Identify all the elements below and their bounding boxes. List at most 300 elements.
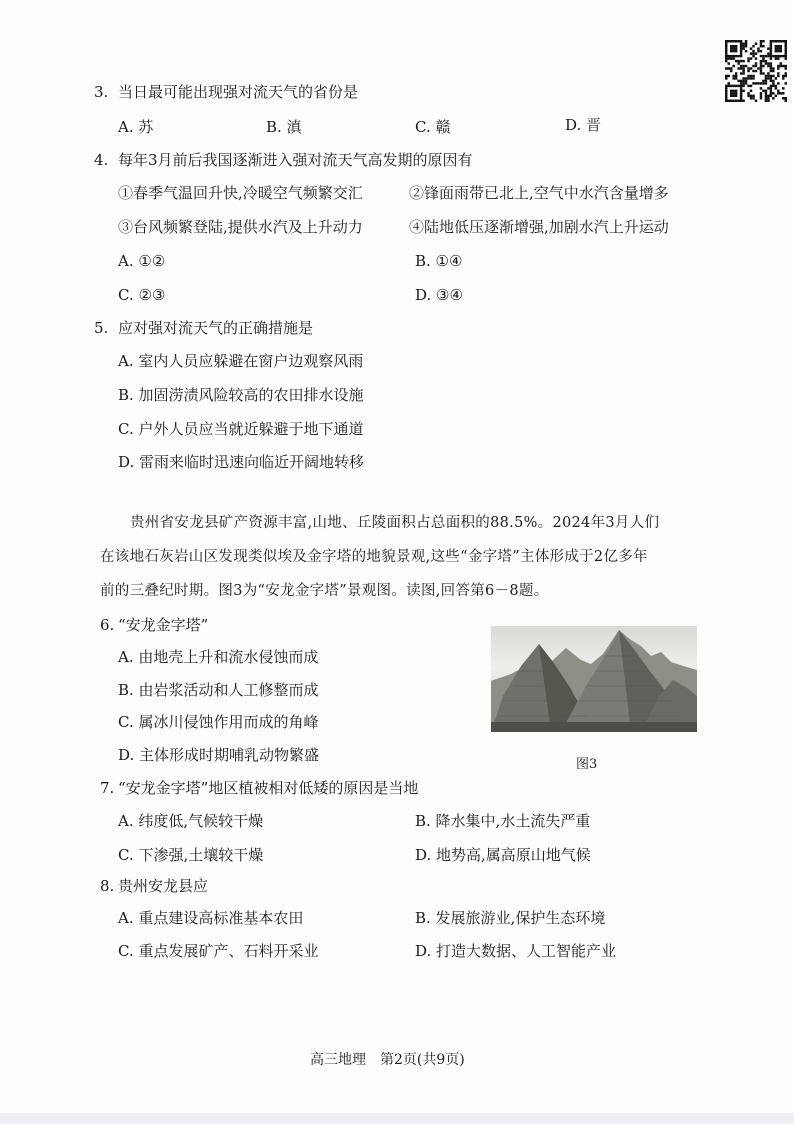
qr-module bbox=[730, 70, 732, 72]
qr-module bbox=[740, 47, 742, 49]
qr-module bbox=[727, 57, 729, 59]
qr-module bbox=[782, 77, 784, 79]
qr-module bbox=[772, 55, 774, 57]
qr-module bbox=[735, 85, 737, 87]
q7-option-b: B. 降水集中,水土流失严重 bbox=[415, 812, 591, 830]
qr-module bbox=[777, 40, 779, 42]
q5-number: 5. bbox=[94, 319, 109, 337]
q5-option-a: A. 室内人员应躲避在窗户边观察风雨 bbox=[118, 352, 364, 370]
qr-module bbox=[740, 80, 742, 82]
q6-number: 6. bbox=[100, 616, 115, 634]
qr-module bbox=[737, 100, 739, 102]
qr-module bbox=[732, 85, 734, 87]
qr-module bbox=[740, 50, 742, 52]
qr-module bbox=[775, 57, 777, 59]
pyramid-landscape-photo bbox=[491, 626, 697, 732]
qr-module bbox=[745, 40, 747, 42]
qr-module bbox=[780, 47, 782, 49]
qr-module bbox=[725, 75, 727, 77]
qr-module bbox=[770, 67, 772, 69]
qr-module bbox=[755, 57, 757, 59]
qr-module bbox=[752, 55, 754, 57]
qr-module bbox=[775, 45, 777, 47]
qr-module bbox=[732, 65, 734, 67]
qr-module bbox=[730, 100, 732, 102]
qr-module bbox=[735, 50, 737, 52]
qr-module bbox=[742, 100, 744, 102]
qr-module bbox=[740, 97, 742, 99]
qr-module bbox=[740, 45, 742, 47]
qr-module bbox=[755, 82, 757, 84]
qr-module bbox=[762, 55, 764, 57]
qr-module bbox=[785, 65, 787, 67]
qr-module bbox=[770, 50, 772, 52]
qr-module bbox=[725, 77, 727, 79]
qr-module bbox=[735, 55, 737, 57]
qr-module bbox=[770, 92, 772, 94]
qr-module bbox=[782, 92, 784, 94]
qr-module bbox=[777, 50, 779, 52]
qr-module bbox=[742, 60, 744, 62]
qr-module bbox=[770, 47, 772, 49]
qr-module bbox=[752, 52, 754, 54]
q4-option-b: B. ①④ bbox=[415, 252, 463, 270]
qr-module bbox=[742, 45, 744, 47]
qr-module bbox=[762, 80, 764, 82]
qr-module bbox=[785, 75, 787, 77]
qr-module bbox=[742, 72, 744, 74]
qr-module bbox=[725, 50, 727, 52]
qr-module bbox=[775, 55, 777, 57]
qr-module bbox=[730, 47, 732, 49]
qr-module bbox=[780, 55, 782, 57]
qr-module bbox=[785, 50, 787, 52]
qr-module bbox=[767, 72, 769, 74]
qr-module bbox=[760, 95, 762, 97]
qr-module bbox=[765, 55, 767, 57]
qr-module bbox=[735, 95, 737, 97]
qr-module bbox=[727, 75, 729, 77]
qr-module bbox=[750, 47, 752, 49]
qr-module bbox=[727, 55, 729, 57]
passage-line-1: 贵州省安龙县矿产资源丰富,山地、丘陵面积占总面积的88.5%。2024年3月人们 bbox=[130, 515, 660, 531]
qr-module bbox=[765, 75, 767, 77]
qr-module bbox=[730, 50, 732, 52]
q6-stem: “安龙金字塔” bbox=[118, 616, 209, 634]
qr-module bbox=[785, 67, 787, 69]
q4-statement-1: ①春季气温回升快,冷暖空气频繁交汇 bbox=[118, 184, 363, 202]
qr-module bbox=[745, 77, 747, 79]
qr-module bbox=[770, 90, 772, 92]
qr-module bbox=[770, 80, 772, 82]
qr-module bbox=[777, 67, 779, 69]
q4-option-a: A. ①② bbox=[118, 252, 166, 270]
qr-module bbox=[732, 57, 734, 59]
qr-module bbox=[725, 100, 727, 102]
qr-module bbox=[782, 97, 784, 99]
qr-module bbox=[735, 77, 737, 79]
qr-module bbox=[742, 67, 744, 69]
qr-module bbox=[765, 92, 767, 94]
qr-module bbox=[737, 85, 739, 87]
qr-module bbox=[767, 95, 769, 97]
q7-number: 7. bbox=[100, 779, 115, 797]
qr-module bbox=[777, 82, 779, 84]
qr-module bbox=[757, 82, 759, 84]
qr-module bbox=[725, 55, 727, 57]
qr-module bbox=[765, 77, 767, 79]
qr-module bbox=[785, 40, 787, 42]
qr-module bbox=[740, 92, 742, 94]
qr-module bbox=[745, 50, 747, 52]
qr-module bbox=[755, 100, 757, 102]
qr-module bbox=[772, 75, 774, 77]
qr-module bbox=[740, 55, 742, 57]
qr-module bbox=[770, 77, 772, 79]
qr-module bbox=[742, 65, 744, 67]
qr-module bbox=[752, 65, 754, 67]
qr-module bbox=[772, 80, 774, 82]
qr-module bbox=[780, 92, 782, 94]
qr-module bbox=[725, 92, 727, 94]
qr-module bbox=[742, 70, 744, 72]
qr-module bbox=[742, 82, 744, 84]
qr-module bbox=[780, 65, 782, 67]
qr-module bbox=[730, 40, 732, 42]
qr-module bbox=[750, 52, 752, 54]
qr-module bbox=[747, 60, 749, 62]
qr-module bbox=[767, 62, 769, 64]
qr-module bbox=[760, 97, 762, 99]
q7-option-a: A. 纬度低,气候较干燥 bbox=[118, 812, 264, 830]
qr-module bbox=[740, 100, 742, 102]
qr-module bbox=[770, 55, 772, 57]
qr-module bbox=[782, 75, 784, 77]
qr-module bbox=[765, 100, 767, 102]
qr-module bbox=[752, 77, 754, 79]
qr-module bbox=[772, 85, 774, 87]
qr-module bbox=[782, 65, 784, 67]
qr-module bbox=[750, 67, 752, 69]
qr-module bbox=[767, 65, 769, 67]
qr-module bbox=[772, 70, 774, 72]
qr-module bbox=[735, 40, 737, 42]
qr-module bbox=[727, 100, 729, 102]
qr-module bbox=[785, 55, 787, 57]
qr-module bbox=[752, 70, 754, 72]
qr-module bbox=[745, 65, 747, 67]
qr-module bbox=[737, 60, 739, 62]
qr-module bbox=[750, 95, 752, 97]
qr-module bbox=[760, 45, 762, 47]
qr-module bbox=[745, 82, 747, 84]
qr-module bbox=[730, 95, 732, 97]
qr-module bbox=[757, 67, 759, 69]
qr-module bbox=[775, 85, 777, 87]
qr-module bbox=[740, 52, 742, 54]
q4-number: 4. bbox=[94, 151, 109, 169]
qr-module bbox=[735, 92, 737, 94]
qr-module bbox=[737, 67, 739, 69]
q8-number: 8. bbox=[100, 877, 115, 895]
qr-module bbox=[785, 47, 787, 49]
qr-module bbox=[737, 62, 739, 64]
qr-module bbox=[777, 55, 779, 57]
q7-option-c: C. 下渗强,土壤较干燥 bbox=[118, 846, 264, 864]
qr-module bbox=[780, 45, 782, 47]
qr-module bbox=[772, 40, 774, 42]
qr-module bbox=[730, 67, 732, 69]
qr-module bbox=[762, 72, 764, 74]
qr-module bbox=[780, 40, 782, 42]
q3-option-d: D. 晋 bbox=[565, 116, 602, 134]
qr-module bbox=[767, 100, 769, 102]
q6-option-d: D. 主体形成时期哺乳动物繁盛 bbox=[118, 746, 320, 764]
qr-module bbox=[767, 75, 769, 77]
qr-module bbox=[762, 90, 764, 92]
qr-module bbox=[780, 62, 782, 64]
qr-module bbox=[765, 90, 767, 92]
qr-module bbox=[772, 67, 774, 69]
qr-module bbox=[780, 50, 782, 52]
qr-module bbox=[732, 100, 734, 102]
qr-module bbox=[727, 40, 729, 42]
qr-module bbox=[767, 97, 769, 99]
qr-module bbox=[745, 45, 747, 47]
qr-module bbox=[727, 82, 729, 84]
qr-module bbox=[747, 92, 749, 94]
qr-module bbox=[775, 95, 777, 97]
qr-module bbox=[725, 67, 727, 69]
qr-module bbox=[770, 40, 772, 42]
qr-module bbox=[767, 47, 769, 49]
qr-module bbox=[747, 57, 749, 59]
qr-module bbox=[770, 52, 772, 54]
qr-module bbox=[765, 62, 767, 64]
qr-module bbox=[730, 45, 732, 47]
qr-module bbox=[750, 85, 752, 87]
qr-module bbox=[760, 67, 762, 69]
qr-module bbox=[745, 80, 747, 82]
qr-module bbox=[762, 40, 764, 42]
qr-module bbox=[732, 40, 734, 42]
qr-module bbox=[767, 77, 769, 79]
qr-module bbox=[760, 60, 762, 62]
qr-module bbox=[735, 45, 737, 47]
page-footer: 高三地理 第2页(共9页) bbox=[310, 1052, 465, 1068]
qr-module bbox=[725, 45, 727, 47]
qr-module bbox=[747, 75, 749, 77]
qr-module bbox=[770, 45, 772, 47]
qr-module bbox=[775, 77, 777, 79]
qr-module bbox=[752, 50, 754, 52]
q6-option-b: B. 由岩浆活动和人工修整而成 bbox=[118, 681, 319, 699]
qr-module bbox=[785, 100, 787, 102]
qr-module bbox=[782, 55, 784, 57]
q5-option-d: D. 雷雨来临时迅速向临近开阔地转移 bbox=[118, 453, 365, 471]
qr-module bbox=[755, 52, 757, 54]
qr-module bbox=[765, 60, 767, 62]
qr-module bbox=[777, 92, 779, 94]
qr-module bbox=[752, 82, 754, 84]
qr-module bbox=[732, 90, 734, 92]
qr-module bbox=[762, 65, 764, 67]
qr-module bbox=[725, 85, 727, 87]
qr-module bbox=[765, 82, 767, 84]
qr-module bbox=[750, 97, 752, 99]
qr-module bbox=[732, 47, 734, 49]
qr-module bbox=[760, 87, 762, 89]
qr-module bbox=[772, 97, 774, 99]
qr-module bbox=[760, 62, 762, 64]
qr-module bbox=[742, 85, 744, 87]
qr-module bbox=[765, 97, 767, 99]
qr-module bbox=[730, 92, 732, 94]
qr-module bbox=[777, 65, 779, 67]
qr-module bbox=[782, 87, 784, 89]
qr-module bbox=[740, 82, 742, 84]
qr-module bbox=[760, 55, 762, 57]
qr-module bbox=[732, 92, 734, 94]
qr-module bbox=[762, 60, 764, 62]
qr-module bbox=[740, 42, 742, 44]
qr-module bbox=[770, 95, 772, 97]
qr-module bbox=[762, 57, 764, 59]
qr-module bbox=[752, 95, 754, 97]
qr-module bbox=[740, 90, 742, 92]
q3-option-a: A. 苏 bbox=[118, 118, 154, 136]
qr-module bbox=[740, 40, 742, 42]
qr-module bbox=[735, 90, 737, 92]
qr-module bbox=[740, 87, 742, 89]
q4-stem: 每年3月前后我国逐渐进入强对流天气高发期的原因有 bbox=[118, 151, 473, 169]
qr-module bbox=[750, 90, 752, 92]
qr-module bbox=[760, 65, 762, 67]
q3-option-b: B. 滇 bbox=[266, 118, 302, 136]
qr-module bbox=[745, 42, 747, 44]
qr-module bbox=[725, 60, 727, 62]
qr-module bbox=[725, 42, 727, 44]
qr-module bbox=[747, 70, 749, 72]
qr-module bbox=[760, 70, 762, 72]
qr-module bbox=[785, 57, 787, 59]
q7-option-d: D. 地势高,属高原山地气候 bbox=[415, 846, 591, 864]
q8-option-b: B. 发展旅游业,保护生态环境 bbox=[415, 909, 606, 927]
qr-module bbox=[770, 87, 772, 89]
qr-module bbox=[742, 42, 744, 44]
qr-module bbox=[735, 47, 737, 49]
qr-module bbox=[785, 72, 787, 74]
qr-module bbox=[725, 97, 727, 99]
qr-module bbox=[760, 42, 762, 44]
q6-option-c: C. 属冰川侵蚀作用而成的角峰 bbox=[118, 713, 319, 731]
qr-module bbox=[730, 90, 732, 92]
qr-module bbox=[727, 85, 729, 87]
bottom-strip bbox=[0, 1113, 794, 1124]
qr-module bbox=[732, 50, 734, 52]
qr-module bbox=[767, 55, 769, 57]
qr-module bbox=[725, 47, 727, 49]
qr-module bbox=[765, 80, 767, 82]
qr-module bbox=[747, 85, 749, 87]
qr-module bbox=[740, 67, 742, 69]
q3-option-c: C. 赣 bbox=[415, 118, 451, 136]
qr-module bbox=[732, 95, 734, 97]
qr-module bbox=[732, 55, 734, 57]
q8-stem: 贵州安龙县应 bbox=[118, 877, 209, 895]
qr-module bbox=[725, 40, 727, 42]
qr-module bbox=[747, 95, 749, 97]
qr-module bbox=[732, 45, 734, 47]
q4-statement-4: ④陆地低压逐渐增强,加剧水汽上升运动 bbox=[409, 218, 669, 236]
qr-module bbox=[747, 67, 749, 69]
qr-module bbox=[730, 85, 732, 87]
qr-module bbox=[767, 52, 769, 54]
qr-module bbox=[740, 60, 742, 62]
qr-module bbox=[767, 87, 769, 89]
qr-module bbox=[735, 100, 737, 102]
qr-module bbox=[750, 57, 752, 59]
qr-module bbox=[725, 95, 727, 97]
qr-module bbox=[777, 72, 779, 74]
qr-module bbox=[735, 60, 737, 62]
qr-module bbox=[742, 77, 744, 79]
q5-option-c: C. 户外人员应当就近躲避于地下通道 bbox=[118, 420, 364, 438]
qr-module bbox=[785, 45, 787, 47]
qr-module bbox=[750, 77, 752, 79]
qr-module bbox=[747, 77, 749, 79]
q8-option-a: A. 重点建设高标准基本农田 bbox=[118, 909, 304, 927]
qr-module bbox=[735, 72, 737, 74]
qr-module bbox=[737, 55, 739, 57]
qr-module bbox=[755, 62, 757, 64]
qr-module bbox=[752, 97, 754, 99]
qr-module bbox=[777, 45, 779, 47]
qr-module bbox=[757, 50, 759, 52]
passage-line-3: 前的三叠纪时期。图3为“安龙金字塔”景观图。读图,回答第6－8题。 bbox=[100, 583, 549, 599]
q4-statement-2: ②锋面雨带已北上,空气中水汽含量增多 bbox=[409, 184, 669, 202]
qr-module bbox=[762, 82, 764, 84]
qr-module bbox=[737, 40, 739, 42]
qr-module bbox=[782, 40, 784, 42]
q3-number: 3. bbox=[94, 83, 109, 101]
qr-module bbox=[740, 72, 742, 74]
qr-module bbox=[785, 42, 787, 44]
qr-module bbox=[725, 52, 727, 54]
q5-stem: 应对强对流天气的正确措施是 bbox=[118, 319, 314, 337]
q6-option-a: A. 由地壳上升和流水侵蚀而成 bbox=[118, 648, 319, 666]
qr-module bbox=[737, 80, 739, 82]
qr-module bbox=[762, 45, 764, 47]
qr-module bbox=[725, 87, 727, 89]
qr-module bbox=[760, 92, 762, 94]
q4-statement-3: ③台风频繁登陆,提供水汽及上升动力 bbox=[118, 218, 363, 236]
qr-module bbox=[777, 47, 779, 49]
qr-module bbox=[770, 62, 772, 64]
qr-module bbox=[777, 90, 779, 92]
qr-module bbox=[755, 42, 757, 44]
qr-module bbox=[777, 57, 779, 59]
qr-module bbox=[755, 70, 757, 72]
qr-module bbox=[770, 85, 772, 87]
qr-module bbox=[752, 45, 754, 47]
qr-module bbox=[772, 92, 774, 94]
q4-option-c: C. ②③ bbox=[118, 286, 166, 304]
qr-module bbox=[785, 82, 787, 84]
qr-module bbox=[742, 47, 744, 49]
qr-module bbox=[760, 50, 762, 52]
qr-module bbox=[742, 90, 744, 92]
